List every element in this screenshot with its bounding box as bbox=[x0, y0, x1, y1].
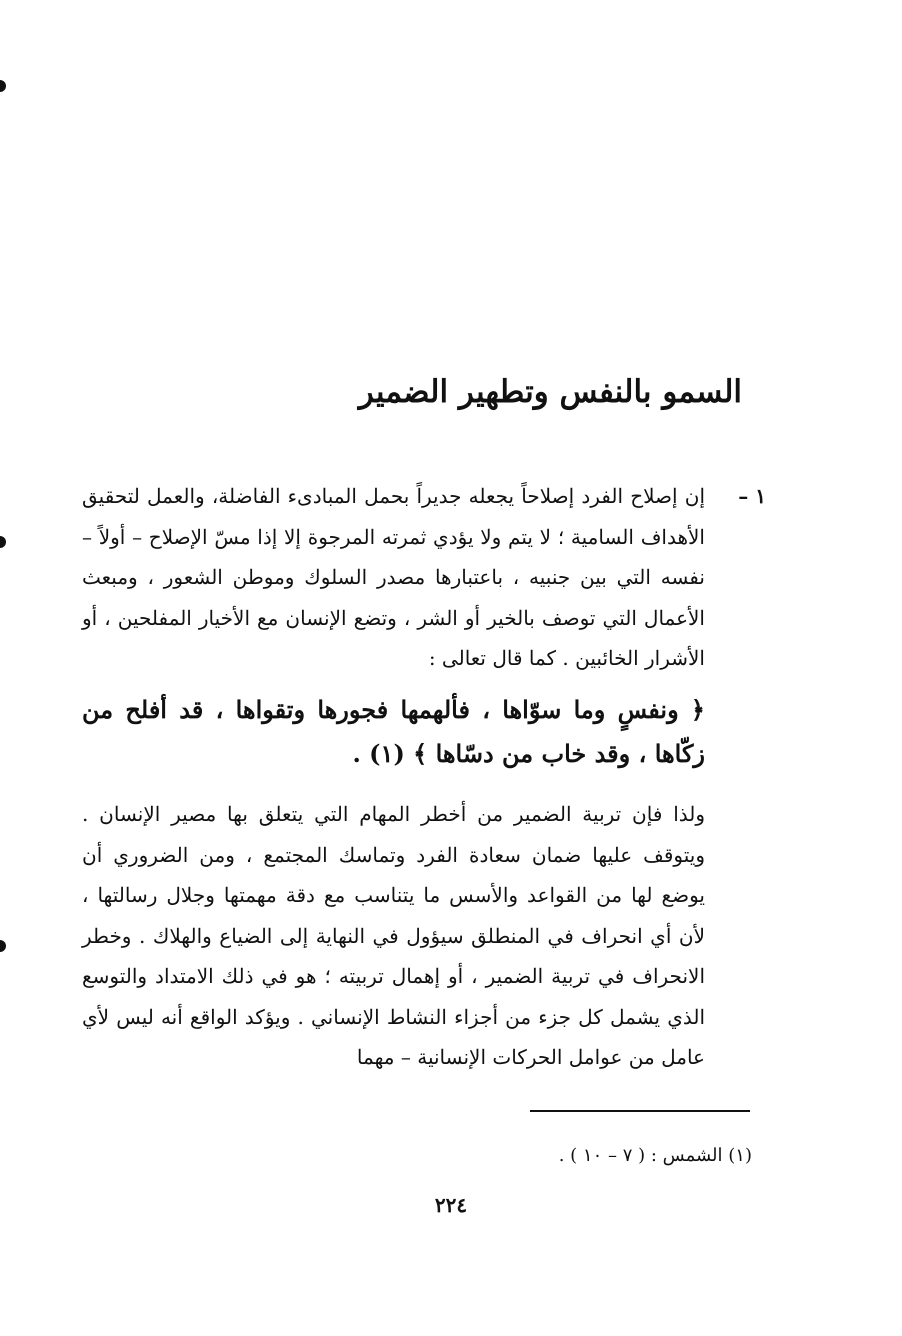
scan-edge-mark bbox=[0, 80, 6, 92]
footnote: (١) الشمس : ( ٧ – ١٠ ) . bbox=[558, 1145, 752, 1166]
section-number: ١ – bbox=[738, 484, 766, 508]
paragraph-conscience: ولذا فإن تربية الضمير من أخطر المهام التي يتعلق بها مصير الإنسان . ويتوقف عليها ضمان سعادة الفرد وتماسك المجتمع ، ومن الضروري أن يوضع لها من القواعد والأسس ما يتناسب مع دقة مهمتها وجلال رسالتها ، لأن أي انحراف في المنطلق سيؤول في النهاية إلى الضياع والهلاك . وخطر الانحراف في تربية الضمير ، أو إهمال تربيته ؛ هو في ذلك الامتداد والتوسع الذي يشمل كل جزء من أجزاء النشاط الإنساني . ويؤكد الواقع أنه ليس لأي عامل من عوامل الحركات الإنسانية – مهما bbox=[82, 802, 705, 1069]
page-number: ٢٢٤ bbox=[434, 1193, 468, 1217]
scan-edge-mark bbox=[0, 536, 6, 548]
scan-edge-mark bbox=[0, 940, 6, 952]
footnote-divider bbox=[530, 1110, 750, 1112]
quran-verse: ﴿ ونفسٍ وما سوّاها ، فألهمها فجورها وتقواها ، قد أفلح من زكّاها ، وقد خاب من دسّاها ﴾ (١) . bbox=[82, 695, 705, 768]
paragraph-intro: إن إصلاح الفرد إصلاحاً يجعله جديراً بحمل المبادىء الفاضلة، والعمل لتحقيق الأهداف السامية ؛ لا يتم ولا يؤدي ثمرته المرجوة إلا إذا مسّ الإصلاح – أولاً – نفسه التي بين جنبيه ، باعتبارها مصدر السلوك وموطن الشعور ، ومبعث الأعمال التي توصف بالخير أو الشر ، وتضع الإنسان مع الأخيار المفلحين ، أو الأشرار الخائبين . كما قال تعالى : bbox=[82, 484, 705, 670]
chapter-title: السمو بالنفس وتطهير الضمير bbox=[358, 374, 742, 410]
